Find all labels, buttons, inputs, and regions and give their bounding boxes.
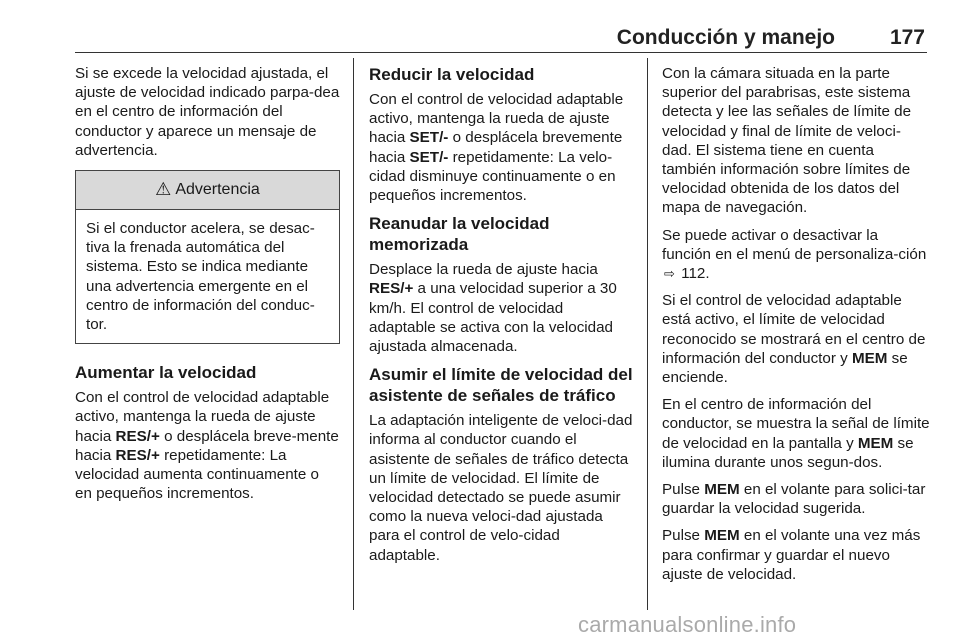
paragraph-activo: Si el control de velocidad adaptable está activo, el límite de velocidad reconocido se mostrará en el centro de información del conductor y MEM se enciende. [662, 292, 926, 387]
heading-reanudar: Reanudar la velocidad memorizada [369, 214, 550, 255]
heading-aumentar: Aumentar la velocidad [75, 363, 257, 383]
page-reference[interactable]: 112. [681, 265, 710, 283]
section-title: Conducción y manejo [616, 26, 835, 49]
control-label: RES/+ [115, 427, 160, 445]
paragraph-pulse-1: Pulse MEM en el volante para solici-tar guardar la velocidad sugerida. [662, 481, 926, 518]
heading-reducir: Reducir la velocidad [369, 65, 535, 84]
warning-title: Advertencia [175, 181, 260, 199]
control-label: SET/- [409, 129, 449, 147]
paragraph-centro: En el centro de información del conductor, se muestra la señal de límite de velocidad en la pantalla y MEM se ilumina durante unos segun-dos. [662, 396, 930, 471]
warning-header [76, 171, 339, 210]
warning-body: Si el conductor acelera, se desac-tiva la frenada automática del sistema. Esto se indica mediante una advertencia emergente en el centro de información del conduc-tor. [86, 220, 315, 334]
control-label: RES/+ [369, 280, 414, 298]
column-3 [662, 64, 930, 592]
paragraph-aumentar: Con el control de velocidad adaptable activo, mantenga la rueda de ajuste hacia RES/+ o desplácela breve-mente hacia RES/+ repetidamente: La velocidad aumenta continuamente o en pequeños incrementos. [75, 389, 339, 503]
control-label: MEM [851, 349, 888, 367]
column-2 [369, 64, 634, 573]
paragraph-camara: Con la cámara situada en la parte superior del parabrisas, este sistema detecta y lee las señales de límite de velocidad y final de límite de veloci-dad. El sistema tiene en cuenta también información sobre límites de velocidad obtenida de los datos del mapa de navegación. [662, 65, 912, 217]
warning-icon: ⚠ [155, 179, 172, 200]
column-1 [75, 64, 340, 511]
control-label: MEM [704, 527, 740, 545]
heading-asumir: Asumir el límite de velocidad del asistente de señales de tráfico [369, 365, 633, 406]
watermark: carmanualsonline.info [578, 612, 797, 637]
column-divider-1 [353, 58, 354, 610]
paragraph-menu: Se puede activar o desactivar la función en el menú de personaliza-ción ⇨ 112. [662, 226, 927, 283]
paragraph-asumir: La adaptación inteligente de veloci-dad informa al conductor cuando el asistente de señales de tráfico detecta un límite de velocidad. El límite de velocidad detectado se puede asumir como la nueva veloci-dad ajustada para el control de velo-cidad adaptable. [369, 412, 633, 564]
column-divider-2 [647, 58, 648, 610]
control-label: RES/+ [115, 446, 160, 464]
paragraph-exceso: Si se excede la velocidad ajustada, el ajuste de velocidad indicado parpa-dea en el centro de información del conductor y aparece un mensaje de advertencia. [75, 65, 340, 159]
control-label: MEM [857, 434, 894, 452]
page-reference-arrow-icon[interactable]: ⇨ [664, 266, 675, 282]
warning-box [75, 170, 340, 344]
paragraph-pulse-2: Pulse MEM en el volante una vez más para confirmar y guardar el nuevo ajuste de velocidad. [662, 527, 921, 583]
page-number: 177 [889, 26, 925, 49]
control-label: MEM [704, 481, 740, 499]
page-header [75, 26, 927, 53]
paragraph-reanudar: Desplace la rueda de ajuste hacia RES/+ a una velocidad superior a 30 km/h. El control de velocidad adaptable se activa con la velocidad ajustada almacenada. [369, 261, 617, 356]
control-label: SET/- [409, 148, 449, 166]
paragraph-reducir: Con el control de velocidad adaptable activo, mantenga la rueda de ajuste hacia SET/- o desplácela brevemente hacia SET/- repetidamente: La velo-cidad disminuye continuamente o en pequeños incrementos. [369, 91, 624, 205]
